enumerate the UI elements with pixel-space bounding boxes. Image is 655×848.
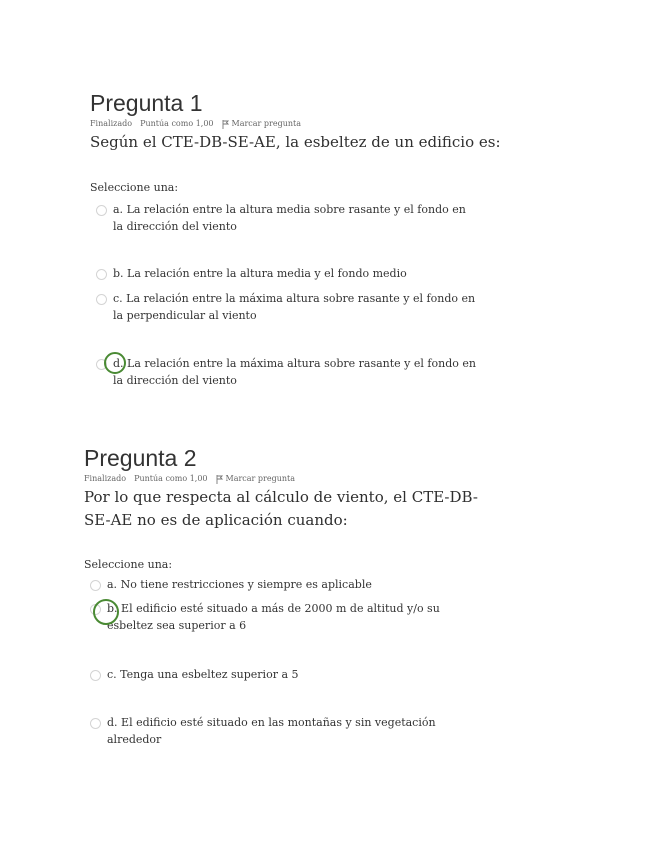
- option-text: La relación entre la altura media y el fondo medio: [127, 267, 407, 280]
- option-text: La relación entre la máxima altura sobre rasante y el fondo en la perpendicular al viento: [113, 292, 476, 322]
- option-letter: b.: [113, 267, 124, 280]
- score-label: Puntúa como 1,00: [134, 474, 208, 483]
- select-prompt: Seleccione una:: [90, 181, 179, 194]
- option-text: La relación entre la máxima altura sobre rasante y el fondo en la dirección del viento: [113, 357, 476, 387]
- score-label: Puntúa como 1,00: [140, 119, 214, 128]
- option-c[interactable]: [90, 666, 470, 683]
- radio-button[interactable]: [90, 604, 101, 615]
- option-letter: a.: [113, 203, 124, 216]
- option-b[interactable]: [90, 600, 470, 634]
- option-d[interactable]: [96, 355, 476, 389]
- option-text: El edificio esté situado a más de 2000 m de altitud y/o su esbeltez sea superior a 6: [107, 602, 440, 632]
- radio-button[interactable]: [90, 670, 101, 681]
- flag-question-link[interactable]: [216, 474, 296, 484]
- option-text: No tiene restricciones y siempre es aplicable: [120, 578, 372, 591]
- option-letter: d.: [113, 357, 124, 370]
- radio-button[interactable]: [90, 580, 101, 591]
- option-a[interactable]: [90, 576, 470, 593]
- option-letter: c.: [113, 292, 123, 305]
- option-letter: c.: [107, 668, 117, 681]
- option-a[interactable]: [96, 201, 476, 235]
- option-text: Tenga una esbeltez superior a 5: [120, 668, 299, 681]
- flag-question-link[interactable]: [222, 119, 302, 129]
- option-d[interactable]: [90, 714, 470, 748]
- radio-button[interactable]: [96, 294, 107, 305]
- select-prompt: Seleccione una:: [84, 558, 173, 571]
- radio-button[interactable]: [96, 269, 107, 280]
- question-meta: [90, 119, 520, 129]
- question-text: Por lo que respecta al cálculo de viento, el CTE-DB-SE-AE no es de aplicación cuando:: [84, 488, 478, 529]
- flag-icon: [216, 475, 223, 484]
- flag-label: Marcar pregunta: [225, 474, 295, 483]
- flag-label: Marcar pregunta: [231, 119, 301, 128]
- radio-button[interactable]: [90, 718, 101, 729]
- option-b[interactable]: [96, 265, 476, 282]
- option-letter: d.: [107, 716, 118, 729]
- flag-icon: [222, 120, 229, 129]
- option-letter: a.: [107, 578, 118, 591]
- option-text: El edificio esté situado en las montañas y sin vegetación alrededor: [107, 716, 436, 746]
- status-label: Finalizado: [84, 474, 127, 483]
- question-2: [84, 444, 514, 746]
- question-meta: [84, 474, 514, 484]
- question-1: [90, 89, 520, 387]
- option-letter: b.: [107, 602, 118, 615]
- option-text: La relación entre la altura media sobre rasante y el fondo en la dirección del viento: [113, 203, 466, 233]
- question-title: Pregunta 2: [84, 445, 197, 471]
- question-text: Según el CTE-DB-SE-AE, la esbeltez de un edificio es:: [90, 133, 501, 151]
- question-title: Pregunta 1: [90, 90, 203, 116]
- option-c[interactable]: [96, 290, 476, 324]
- status-label: Finalizado: [90, 119, 133, 128]
- radio-button[interactable]: [96, 359, 107, 370]
- radio-button[interactable]: [96, 205, 107, 216]
